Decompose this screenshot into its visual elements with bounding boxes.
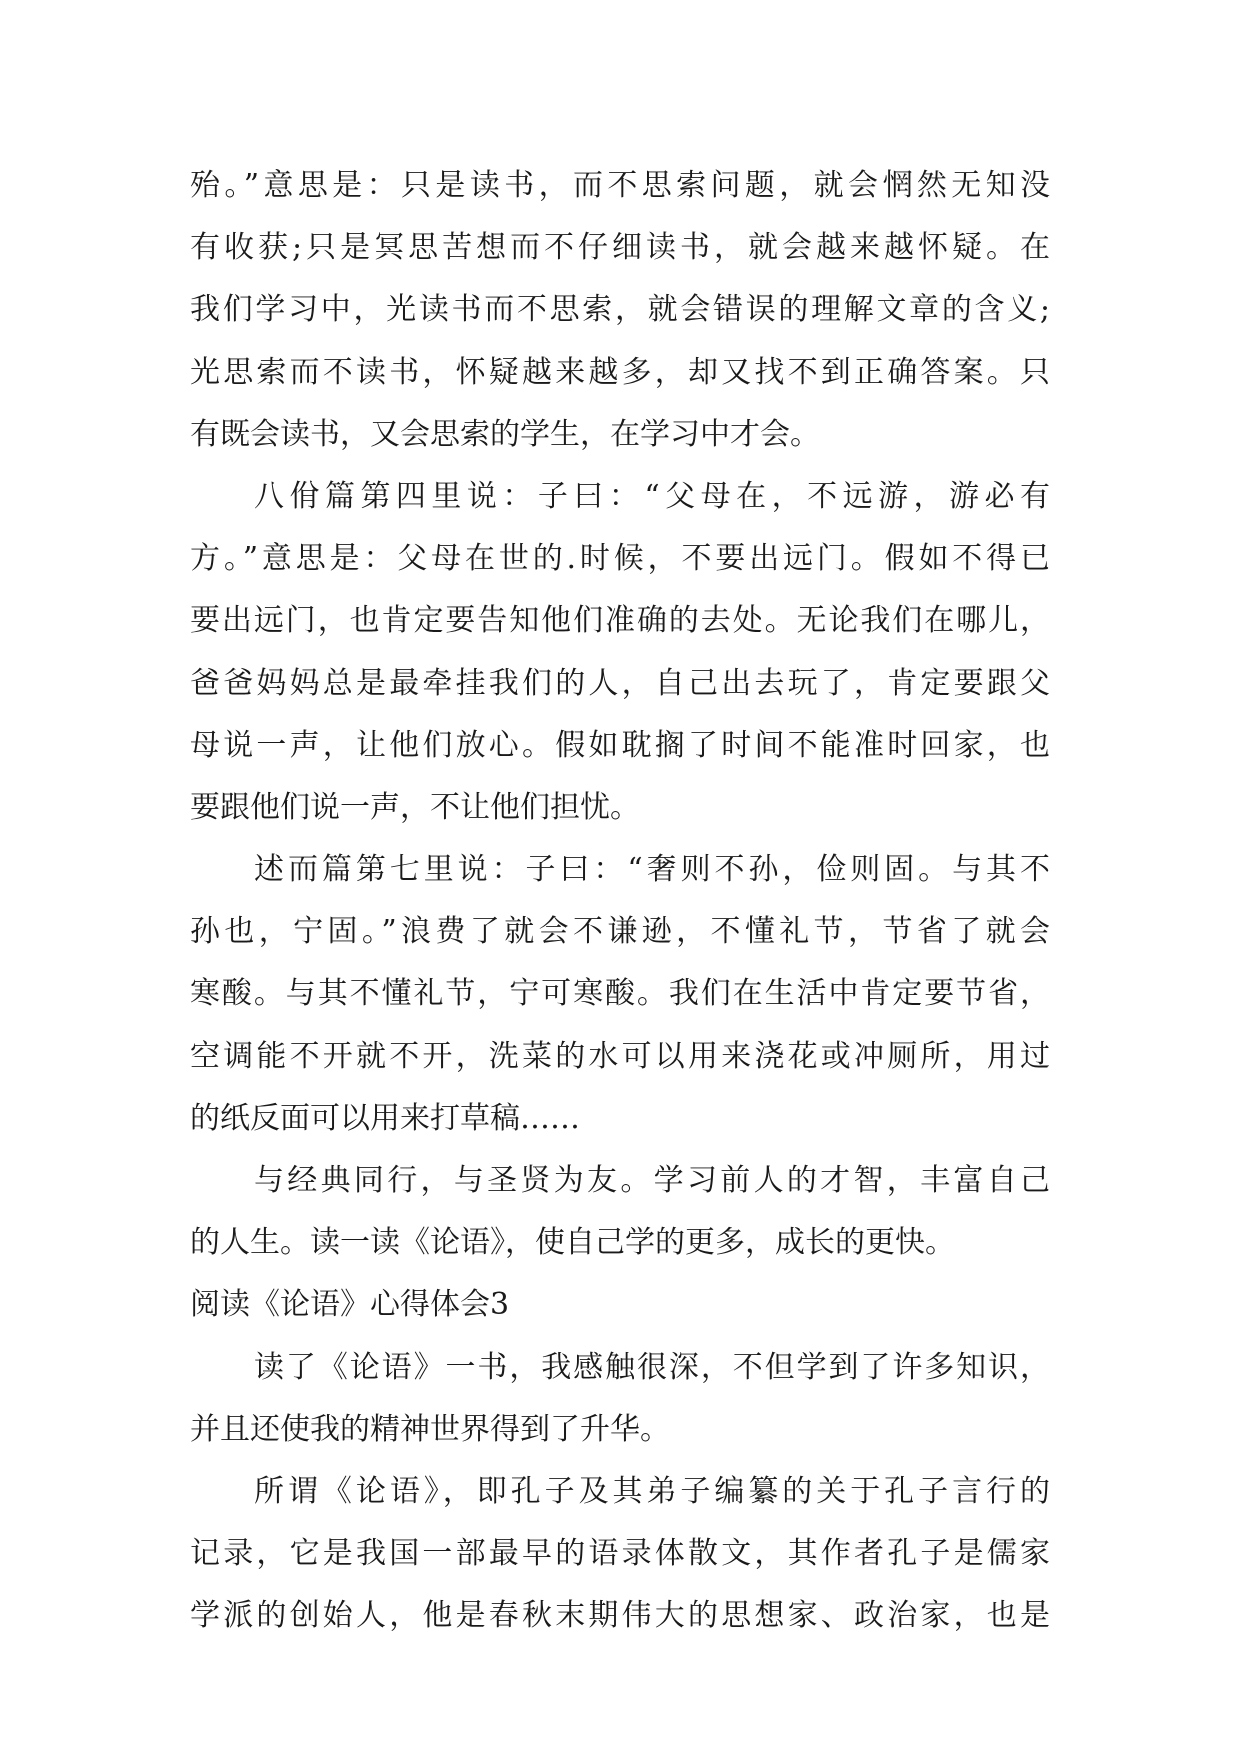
- text-line: 孙也，宁固。”浪费了就会不谦逊，不懂礼节，节省了就会: [190, 914, 1050, 950]
- text-line: 要出远门，也肯定要告知他们准确的去处。无论我们在哪儿，: [190, 603, 1050, 639]
- text-line: 八佾篇第四里说：子曰：“父母在，不远游，游必有: [254, 478, 1050, 514]
- section-heading: 阅读《论语》心得体会3: [190, 1287, 510, 1323]
- text-line: 要跟他们说一声，不让他们担忧。: [190, 789, 640, 825]
- text-line: 读了《论语》一书，我感触很深，不但学到了许多知识，: [254, 1349, 1050, 1385]
- text-line: 空调能不开就不开，洗菜的水可以用来浇花或冲厕所，用过: [190, 1038, 1050, 1074]
- text-line: 学派的创始人，他是春秋末期伟大的思想家、政治家，也是: [190, 1598, 1050, 1634]
- document-body: [190, 155, 1050, 1648]
- text-line: 的纸反面可以用来打草稿……: [190, 1100, 580, 1136]
- text-line: 并且还使我的精神世界得到了升华。: [190, 1411, 670, 1447]
- text-line: 的人生。读一读《论语》，使自己学的更多，成长的更快。: [190, 1225, 955, 1261]
- text-line: 母说一声，让他们放心。假如耽搁了时间不能准时回家，也: [190, 727, 1050, 763]
- text-line: 方。”意思是：父母在世的.时候，不要出远门。假如不得已: [190, 541, 1050, 577]
- text-line: 我们学习中，光读书而不思索，就会错误的理解文章的含义;: [190, 292, 1050, 328]
- text-line: 与经典同行，与圣贤为友。学习前人的才智，丰富自己: [254, 1163, 1050, 1198]
- text-line: 爸爸妈妈总是最牵挂我们的人，自己出去玩了，肯定要跟父: [190, 665, 1050, 701]
- text-line: 有既会读书，又会思索的学生，在学习中才会。: [190, 416, 820, 452]
- text-line: 殆。”意思是：只是读书，而不思索问题，就会惘然无知没: [190, 168, 1050, 203]
- text-line: 寒酸。与其不懂礼节，宁可寒酸。我们在生活中肯定要节省，: [190, 976, 1050, 1012]
- text-line: 光思索而不读书，怀疑越来越多，却又找不到正确答案。只: [190, 354, 1050, 390]
- text-line: 所谓《论语》，即孔子及其弟子编纂的关于孔子言行的: [254, 1473, 1050, 1509]
- text-line: 有收获;只是冥思苦想而不仔细读书，就会越来越怀疑。在: [190, 230, 1050, 266]
- text-line: 记录，它是我国一部最早的语录体散文，其作者孔子是儒家: [190, 1536, 1050, 1572]
- text-line: 述而篇第七里说：子曰：“奢则不孙，俭则固。与其不: [254, 852, 1050, 888]
